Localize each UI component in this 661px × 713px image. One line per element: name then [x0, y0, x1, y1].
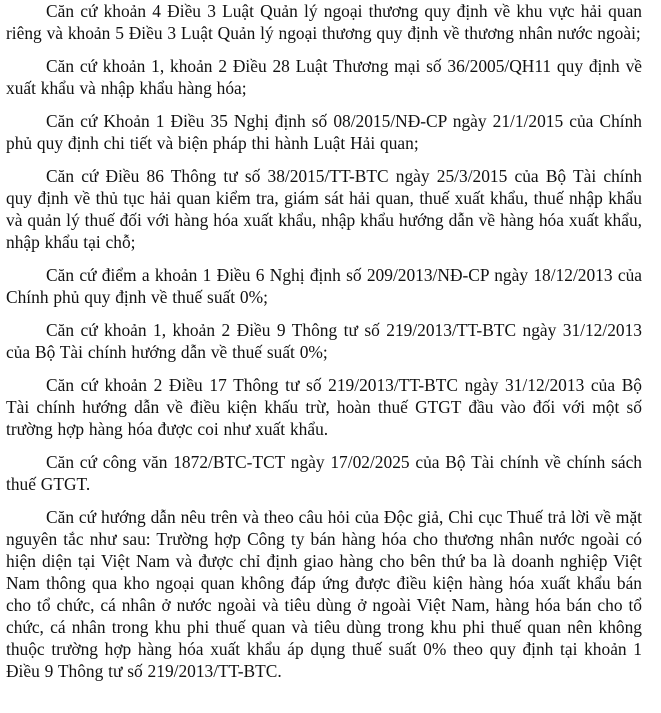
paragraph-legal-basis-commercial-law: Căn cứ khoản 1, khoản 2 Điều 28 Luật Thương mại số 36/2005/QH11 quy định về xuất khẩu và nhập khẩu hàng hóa; [6, 56, 642, 98]
paragraph-legal-basis-foreign-trade: Căn cứ khoản 4 Điều 3 Luật Quản lý ngoại thương quy định về khu vực hải quan riêng và khoản 5 Điều 3 Luật Quản lý ngoại thương quy định về thương nhân nước ngoài; [6, 1, 642, 43]
paragraph-legal-basis-circular-38: Căn cứ Điều 86 Thông tư số 38/2015/TT-BTC ngày 25/3/2015 của Bộ Tài chính quy định về thủ tục hải quan kiểm tra, giám sát hải quan, thuế xuất khẩu, thuế nhập khẩu và quản lý thuế đối với hàng hóa xuất khẩu, nhập khẩu hướng dẫn về hàng hóa xuất khẩu, nhập khẩu tại chỗ; [6, 166, 642, 252]
paragraph-legal-basis-decree-209: Căn cứ điểm a khoản 1 Điều 6 Nghị định số 209/2013/NĐ-CP ngày 18/12/2013 của Chính phủ quy định về thuế suất 0%; [6, 265, 642, 307]
paragraph-legal-basis-dispatch-1872: Căn cứ công văn 1872/BTC-TCT ngày 17/02/2025 của Bộ Tài chính về chính sách thuế GTGT. [6, 452, 642, 494]
paragraph-legal-basis-circular-219-art17: Căn cứ khoản 2 Điều 17 Thông tư số 219/2013/TT-BTC ngày 31/12/2013 của Bộ Tài chính hướng dẫn về điều kiện khấu trừ, hoàn thuế GTGT đầu vào đối với một số trường hợp hàng hóa được coi như xuất khẩu. [6, 375, 642, 439]
paragraph-conclusion: Căn cứ hướng dẫn nêu trên và theo câu hỏi của Độc giả, Chi cục Thuế trả lời về mặt nguyên tắc như sau: Trường hợp Công ty bán hàng hóa cho thương nhân nước ngoài có hiện diện tại Việt Nam và được chỉ định giao hàng cho bên thứ ba là doanh nghiệp Việt Nam thông qua kho ngoại quan không đáp ứng được điều kiện hàng hóa xuất khẩu bán cho tổ chức, cá nhân ở nước ngoài và tiêu dùng ở ngoài Việt Nam, hàng hóa bán cho tổ chức, cá nhân trong khu phi thuế quan và tiêu dùng trong khu phi thuế quan nên không thuộc trường hợp hàng hóa xuất khẩu áp dụng thuế suất 0% theo quy định tại khoản 1 Điều 9 Thông tư số 219/2013/TT-BTC. [6, 507, 642, 681]
paragraph-legal-basis-circular-219-art9: Căn cứ khoản 1, khoản 2 Điều 9 Thông tư số 219/2013/TT-BTC ngày 31/12/2013 của Bộ Tài chính hướng dẫn về thuế suất 0%; [6, 320, 642, 362]
document-body [6, 0, 642, 693]
paragraph-legal-basis-decree-08: Căn cứ Khoản 1 Điều 35 Nghị định số 08/2015/NĐ-CP ngày 21/1/2015 của Chính phủ quy định chi tiết và biện pháp thi hành Luật Hải quan; [6, 111, 642, 153]
